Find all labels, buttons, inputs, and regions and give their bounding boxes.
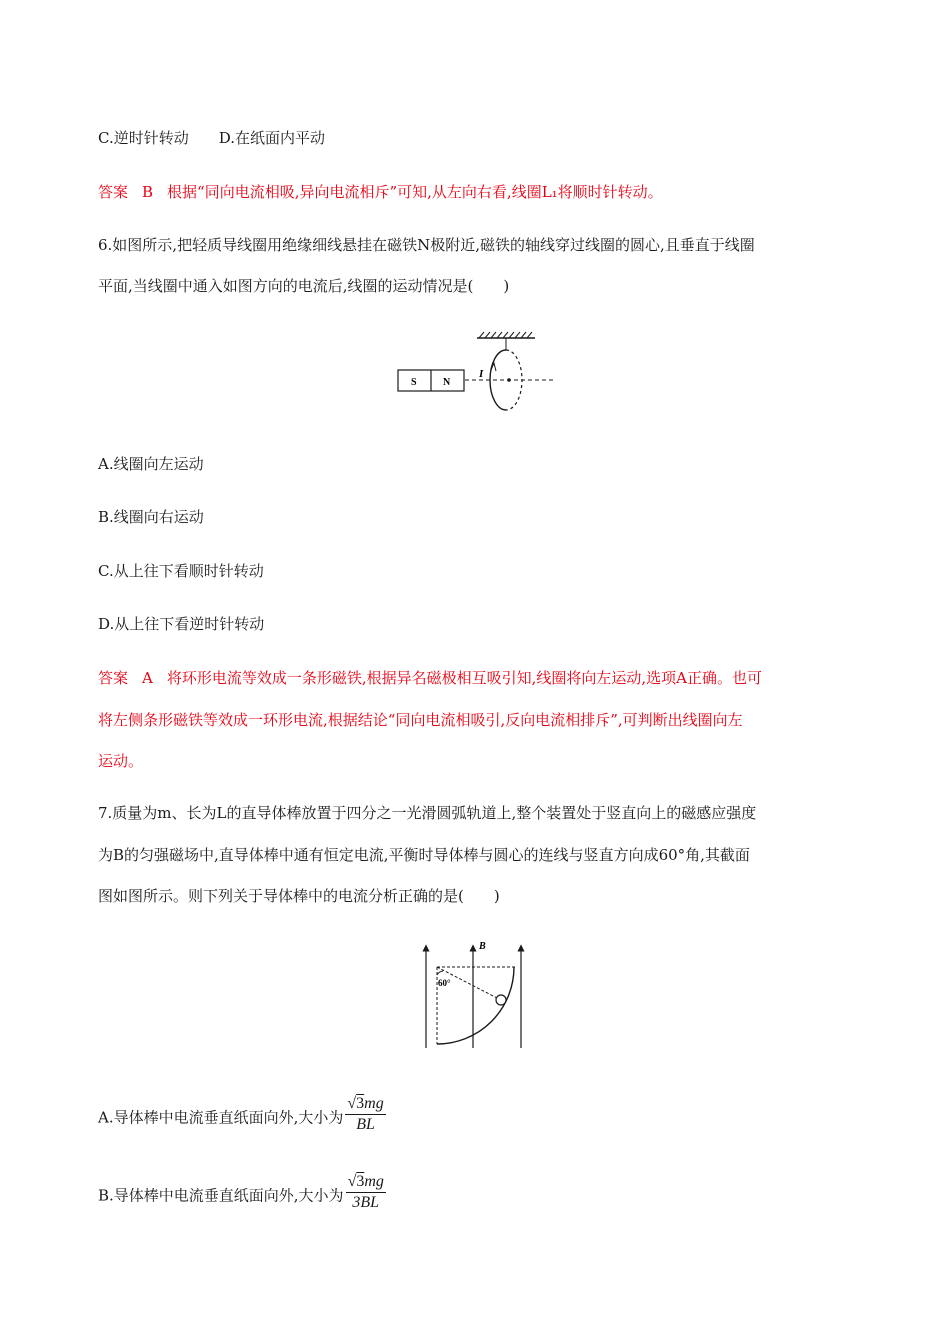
current-label: I [479,368,484,380]
conductor-rod [496,995,506,1005]
q6-stem-line2: 平面,当线圈中通入如图方向的电流后,线圈的运动情况是( ) [98,277,510,295]
q6-option-b: B.线圈向右运动 [98,508,204,526]
answer-label: 答案 [98,183,129,201]
answer-choice: A [142,669,153,687]
answer-text: 根据“同向电流相吸,异向电流相斥”可知,从左向右看,线圈L₁将顺时针转动。 [167,183,663,201]
fraction-a: $\frac{√3mg}{BL}$ [347,1095,384,1133]
q7-option-b: B.导体棒中电流垂直纸面向外,大小为 $\frac{√3mg}{3BL}$ [98,1173,384,1211]
q6-stem-line1: 6.如图所示,把轻质导线圈用绝缘细线悬挂在磁铁N极附近,磁铁的轴线穿过线圈的圆心,且垂直于线圈 [98,236,755,254]
field-b-label: B [479,941,486,952]
q6-figure-magnet-coil [395,330,560,412]
angle-label: 60° [438,978,451,988]
q6-option-c: C.从上往下看顺时针转动 [98,562,264,580]
answer-choice: B [142,183,154,201]
fraction-b: $\frac{√3mg}{3BL}$ [347,1173,384,1211]
q7-stem-line3: 图如图所示。则下列关于导体棒中的电流分析正确的是( ) [98,887,500,905]
q7-stem-line1: 7.质量为m、长为L的直导体棒放置于四分之一光滑圆弧轨道上,整个装置处于竖直向上的磁感应强度 [98,804,757,822]
q5-options-cd [98,127,325,149]
answer-label: 答案 [98,669,129,687]
q6-option-d: D.从上往下看逆时针转动 [98,615,265,633]
magnet-s-label: S [411,377,417,388]
q6-option-a: A.线圈向左运动 [98,455,204,473]
q7-stem-line2: 为B的匀强磁场中,直导体棒中通有恒定电流,平衡时导体棒与圆心的连线与竖直方向成60°角,其截面 [98,846,750,864]
magnet-n-label: N [443,377,451,388]
q7-option-a: A.导体棒中电流垂直纸面向外,大小为 $\frac{√3mg}{BL}$ [98,1095,384,1133]
q5-option-c: C.逆时针转动 [98,129,189,147]
q6-answer-line3: 运动。 [98,752,144,770]
q5-option-d: D.在纸面内平动 [218,129,325,147]
q6-answer-line1: 答案 A 将环形电流等效成一条形磁铁,根据异名磁极相互吸引知,线圈将向左运动,选项A正确。也可 [98,669,763,687]
coil-center-dot [507,378,511,382]
q5-answer [98,181,663,203]
q6-answer-line2: 将左侧条形磁铁等效成一环形电流,根据结论“同向电流相吸引,反向电流相排斥”,可判断出线圈向左 [98,711,743,729]
q7-figure-arc-track [415,938,530,1053]
